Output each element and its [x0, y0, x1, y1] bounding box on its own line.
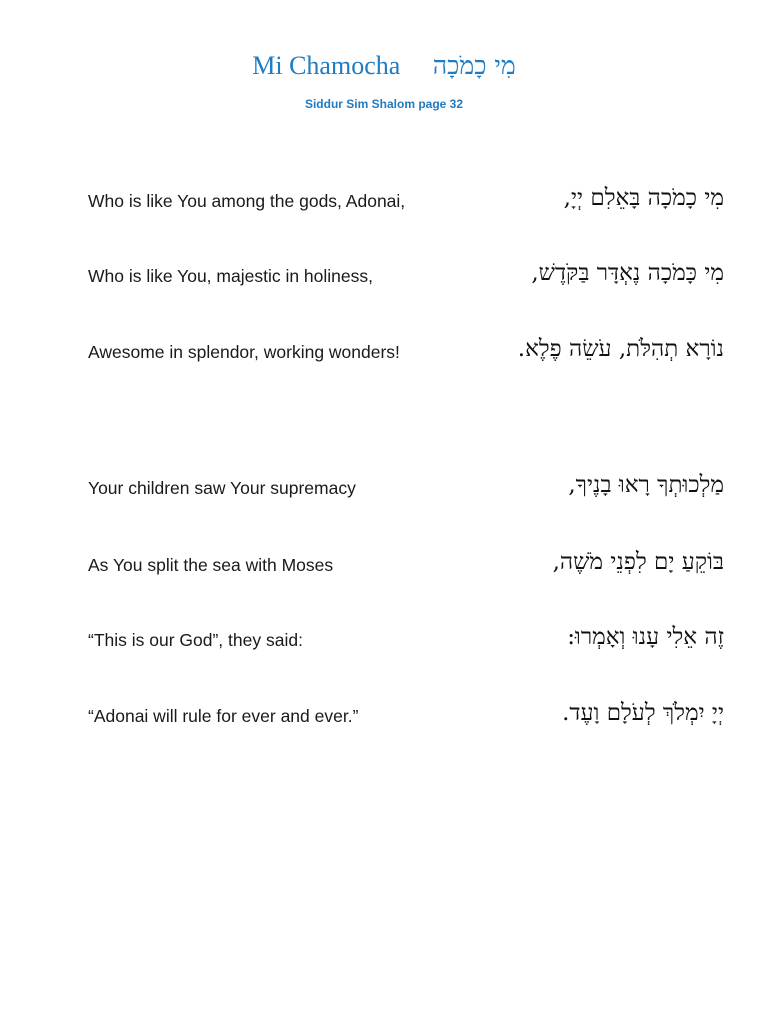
verse-hebrew: יְיָ יִמְלֹךְ לְעֹלָם וָעֶד.	[562, 700, 724, 726]
verse-hebrew: נוֹרָא תְהִלֹּת, עֹשֵׂה פֶלֶא.	[517, 336, 724, 362]
page-title	[0, 48, 768, 84]
verse-english: “Adonai will rule for ever and ever.”	[88, 706, 359, 726]
title-english: Mi Chamocha	[252, 51, 401, 80]
verse-hebrew: מִי כָמֹכָה בָּאֵלִם יְיָ,	[563, 185, 724, 211]
verse-row	[88, 615, 724, 655]
verse-hebrew: זֶה אֵלִי עָנוּ וְאָמְרוּ:	[567, 624, 724, 650]
verse-row	[88, 251, 724, 291]
verse-english: Your children saw Your supremacy	[88, 478, 356, 498]
verse-row	[88, 691, 724, 731]
verse-hebrew: בּוֹקֵעַ יָם לִפְנֵי מֹשֶׁה,	[552, 549, 724, 575]
verse-english: Awesome in splendor, working wonders!	[88, 342, 400, 362]
verse-english: “This is our God”, they said:	[88, 630, 303, 650]
verse-hebrew: מִי כָּמֹכָה נֶאְדָּר בַּקֹּדֶשׁ,	[531, 260, 724, 286]
page-subtitle: Siddur Sim Shalom page 32	[304, 97, 464, 111]
verse-hebrew: מַלְכוּתְךָ רָאוּ בָנֶיךָ,	[568, 472, 724, 498]
verse-row	[88, 176, 724, 216]
verse-english: As You split the sea with Moses	[88, 555, 334, 575]
verse-english: Who is like You, majestic in holiness,	[88, 266, 373, 286]
verse-row	[88, 327, 724, 367]
title-hebrew: מִי כָמֹכָה	[432, 51, 516, 80]
verse-row	[88, 540, 724, 580]
verse-english: Who is like You among the gods, Adonai,	[88, 191, 406, 211]
verse-row	[88, 463, 724, 503]
